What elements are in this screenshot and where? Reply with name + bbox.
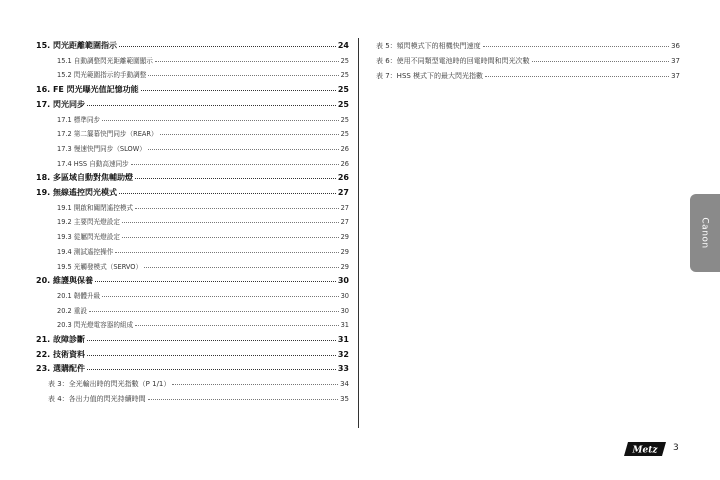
toc-entry-page: 29 bbox=[340, 262, 349, 271]
dot-leader bbox=[483, 46, 669, 47]
toc-entry-page: 25 bbox=[340, 130, 349, 139]
toc-entry-label: 表 6：使用不同類型電池時的回電時間和閃光次數 bbox=[376, 57, 530, 65]
toc-entry-label: 17.3 慢速快門同步（SLOW） bbox=[57, 144, 146, 153]
toc-entry-label: 20.2 重設 bbox=[57, 306, 87, 315]
toc-entry-page: 26 bbox=[340, 144, 349, 153]
toc-entry-page: 37 bbox=[671, 57, 680, 65]
toc-entry-sub[interactable] bbox=[36, 202, 349, 214]
toc-entry-page: 34 bbox=[340, 380, 349, 389]
toc-entry-page: 26 bbox=[337, 173, 349, 183]
toc-entry-sub[interactable] bbox=[36, 261, 349, 273]
toc-entry-label: 表 5：頻閃模式下的相機快門速度 bbox=[376, 42, 481, 50]
toc-entry-page: 29 bbox=[340, 233, 349, 242]
dot-leader bbox=[148, 75, 338, 76]
toc-entry-label: 18. 多區域自動對焦輔助燈 bbox=[36, 173, 133, 183]
toc-entry-sub[interactable] bbox=[36, 290, 349, 302]
toc-entry-label: 23. 選購配件 bbox=[36, 364, 85, 374]
toc-entry-main[interactable] bbox=[36, 363, 349, 375]
toc-entry-tbl[interactable] bbox=[36, 378, 349, 390]
toc-entry-page: 25 bbox=[340, 56, 349, 65]
toc-entry-label: 15. 閃光距離範圍指示 bbox=[36, 41, 117, 50]
toc-entry-main[interactable] bbox=[36, 99, 349, 111]
toc-entry-sub[interactable] bbox=[36, 231, 349, 243]
toc-entry-sub[interactable] bbox=[36, 158, 349, 170]
toc-entry-tbl[interactable] bbox=[376, 55, 680, 67]
dot-leader bbox=[148, 149, 339, 150]
toc-entry-label: 17.1 標準同步 bbox=[57, 115, 101, 124]
dot-leader bbox=[115, 252, 338, 253]
toc-entry-main[interactable] bbox=[36, 40, 349, 52]
toc-entry-label: 17. 閃光同步 bbox=[36, 99, 85, 109]
toc-entry-label: 表 4：各出力值的閃光持續時間 bbox=[48, 394, 146, 403]
toc-entry-label: 17.2 第二簾幕快門同步（REAR） bbox=[57, 130, 158, 139]
dot-leader bbox=[119, 193, 336, 194]
toc-entry-sub[interactable] bbox=[36, 114, 349, 126]
toc-entry-page: 29 bbox=[340, 247, 349, 256]
toc-entry-page: 26 bbox=[340, 159, 349, 168]
toc-entry-tbl[interactable] bbox=[376, 70, 680, 82]
dot-leader bbox=[160, 134, 339, 135]
side-tab-label: Canon bbox=[700, 217, 710, 249]
toc-entry-label: 17.4 HSS 自動高速同步 bbox=[57, 159, 129, 168]
toc-entry-label: 21. 故障診斷 bbox=[36, 335, 85, 344]
dot-leader bbox=[102, 120, 338, 121]
toc-entry-page: 25 bbox=[340, 115, 349, 124]
toc-entry-sub[interactable] bbox=[36, 143, 349, 155]
toc-entry-page: 35 bbox=[340, 394, 349, 403]
toc-entry-label: 19. 無線遙控閃光模式 bbox=[36, 188, 117, 197]
toc-entry-main[interactable] bbox=[36, 187, 349, 199]
toc-entry-page: 25 bbox=[337, 99, 349, 109]
dot-leader bbox=[155, 61, 339, 62]
dot-leader bbox=[172, 384, 338, 385]
toc-entry-page: 30 bbox=[337, 276, 349, 286]
toc-entry-page: 24 bbox=[337, 41, 349, 50]
toc-entry-page: 25 bbox=[340, 71, 349, 80]
dot-leader bbox=[95, 281, 336, 282]
toc-entry-label: 15.1 自動調整閃光距離範圍顯示 bbox=[57, 56, 153, 65]
dot-leader bbox=[485, 76, 669, 77]
dot-leader bbox=[141, 90, 336, 91]
dot-leader bbox=[144, 267, 339, 268]
toc-entry-page: 31 bbox=[340, 321, 349, 330]
toc-entry-label: 19.2 主要閃光燈設定 bbox=[57, 218, 120, 227]
dot-leader bbox=[87, 105, 336, 106]
toc-entry-page: 30 bbox=[340, 291, 349, 300]
dot-leader bbox=[122, 222, 339, 223]
dot-leader bbox=[131, 164, 339, 165]
toc-entry-label: 20.1 韌體升級 bbox=[57, 291, 101, 300]
dot-leader bbox=[102, 296, 338, 297]
toc-entry-page: 27 bbox=[340, 203, 349, 212]
toc-entry-label: 19.1 開啟和關閉遙控模式 bbox=[57, 203, 134, 212]
toc-entry-label: 16. FE 閃光曝光值記憶功能 bbox=[36, 85, 139, 95]
toc-entry-sub[interactable] bbox=[36, 246, 349, 258]
toc-entry-tbl[interactable] bbox=[36, 393, 349, 405]
toc-entry-page: 37 bbox=[671, 72, 680, 80]
toc-entry-page: 32 bbox=[337, 349, 349, 359]
toc-entry-sub[interactable] bbox=[36, 319, 349, 331]
toc-entry-sub[interactable] bbox=[36, 55, 349, 67]
toc-entry-tbl[interactable] bbox=[376, 40, 680, 52]
toc-entry-page: 33 bbox=[337, 364, 349, 374]
toc-entry-label: 15.2 閃光範圍指示的手動調整 bbox=[57, 71, 147, 80]
toc-entry-label: 20.3 閃光燈電容器的組成 bbox=[57, 321, 134, 330]
dot-leader bbox=[135, 178, 336, 179]
metz-logo bbox=[624, 442, 666, 456]
dot-leader bbox=[87, 340, 336, 341]
toc-entry-page: 27 bbox=[337, 188, 349, 197]
toc-entry-main[interactable] bbox=[36, 84, 349, 96]
dot-leader bbox=[122, 237, 339, 238]
toc-entry-page: 25 bbox=[337, 85, 349, 95]
toc-entry-page: 27 bbox=[340, 218, 349, 227]
svg-text:Metz: Metz bbox=[632, 445, 658, 456]
toc-entry-label: 19.5 光觸發模式（SERVO） bbox=[57, 262, 143, 271]
dot-leader bbox=[135, 325, 338, 326]
dot-leader bbox=[532, 61, 669, 62]
toc-entry-label: 22. 技術資料 bbox=[36, 349, 85, 359]
dot-leader bbox=[148, 399, 338, 400]
toc-entry-page: 31 bbox=[337, 335, 349, 344]
toc-entry-label: 20. 維護與保養 bbox=[36, 276, 93, 286]
side-tab-canon[interactable] bbox=[690, 194, 720, 272]
dot-leader bbox=[87, 369, 336, 370]
dot-leader bbox=[119, 46, 336, 47]
toc-entry-main[interactable] bbox=[36, 172, 349, 184]
dot-leader bbox=[89, 311, 339, 312]
toc-entry-main[interactable] bbox=[36, 275, 349, 287]
toc-entry-label: 表 3：全光輸出時的閃光指數（P 1/1） bbox=[48, 380, 171, 389]
toc-entry-main[interactable] bbox=[36, 349, 349, 361]
toc-entry-label: 19.3 從屬閃光燈設定 bbox=[57, 233, 120, 242]
toc-entry-label: 表 7：HSS 模式下的最大閃光指數 bbox=[376, 72, 484, 80]
toc-entry-sub[interactable] bbox=[36, 216, 349, 228]
toc-entry-main[interactable] bbox=[36, 334, 349, 346]
toc-entry-sub[interactable] bbox=[36, 305, 349, 317]
toc-entry-page: 30 bbox=[340, 306, 349, 315]
toc-entry-sub[interactable] bbox=[36, 128, 349, 140]
toc-entry-page: 36 bbox=[671, 42, 680, 50]
toc-entry-label: 19.4 測試遙控操作 bbox=[57, 247, 114, 256]
toc-entry-sub[interactable] bbox=[36, 69, 349, 81]
dot-leader bbox=[87, 355, 336, 356]
page-number: 3 bbox=[673, 443, 679, 453]
column-divider bbox=[358, 38, 359, 428]
dot-leader bbox=[135, 208, 338, 209]
